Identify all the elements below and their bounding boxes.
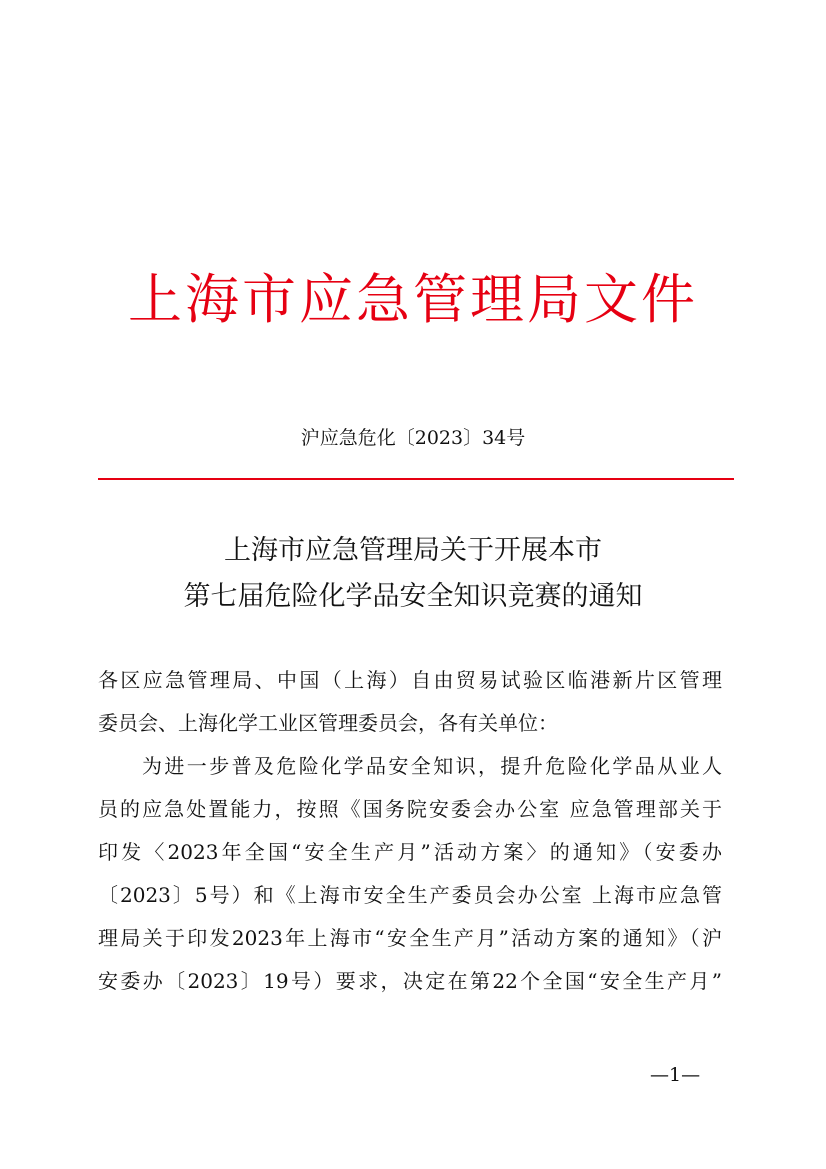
document-header: 上海市应急管理局文件 — [128, 268, 698, 331]
notice-title-line-2: 第七届危险化学品安全知识竞赛的通知 — [183, 581, 643, 612]
body-line: 印发〈2023年全国“安全生产月”活动方案〉的通知》（安委办 — [98, 840, 722, 864]
page-number: —1— — [650, 1064, 701, 1086]
body-line: 理局关于印发2023年上海市“安全生产月”活动方案的通知》（沪 — [98, 926, 722, 950]
body-line: 员的应急处置能力，按照《国务院安委会办公室 应急管理部关于 — [98, 797, 722, 821]
body-line: 各区应急管理局、中国（上海）自由贸易试验区临港新片区管理 — [98, 668, 722, 692]
body-line: 委员会、上海化学工业区管理委员会，各有关单位： — [98, 711, 558, 735]
document-number: 沪应急危化〔2023〕34号 — [300, 427, 526, 449]
body-line: 为进一步普及危险化学品安全知识，提升危险化学品从业人 — [142, 754, 722, 778]
notice-title-line-1: 上海市应急管理局关于开展本市 — [224, 535, 602, 566]
body-line: 〔2023〕5号）和《上海市安全生产委员会办公室 上海市应急管 — [98, 883, 722, 907]
red-divider — [98, 478, 734, 480]
body-line: 安委办〔2023〕19号）要求，决定在第22个全国“安全生产月” — [98, 969, 722, 993]
